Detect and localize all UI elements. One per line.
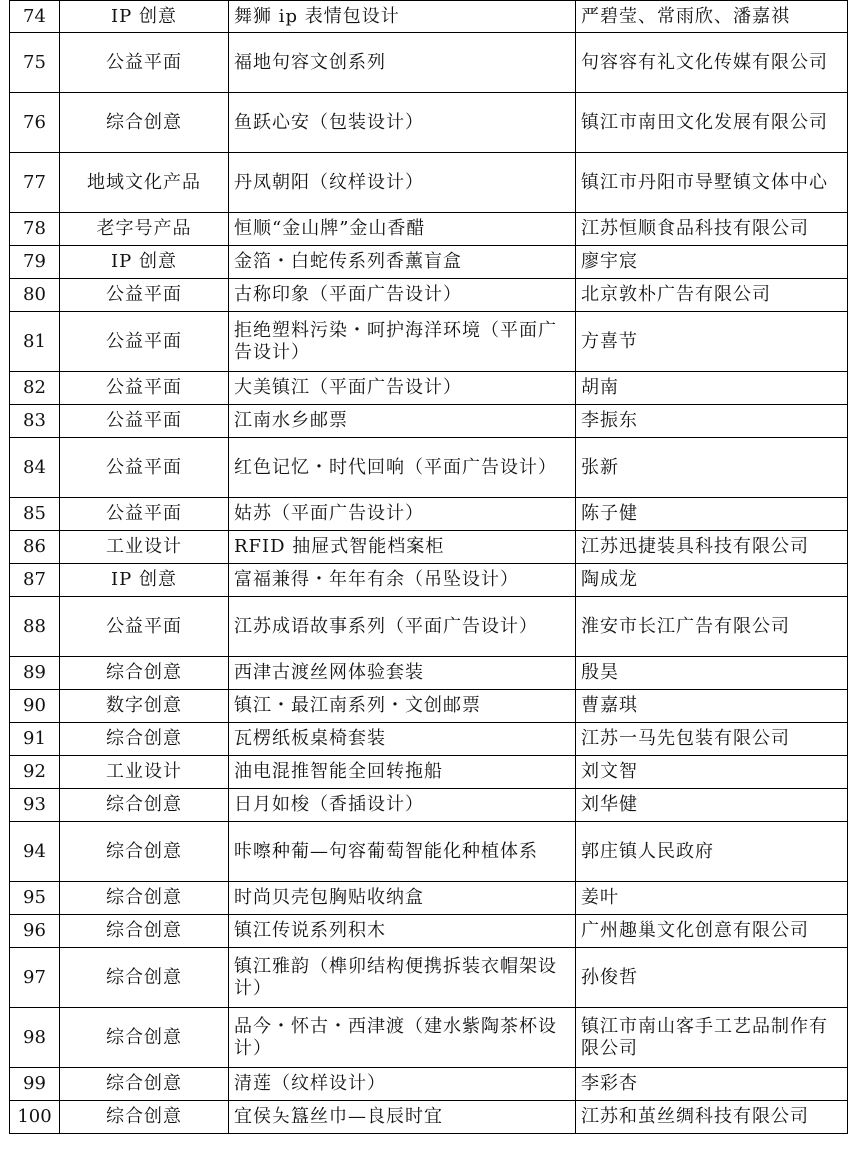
row-category: 公益平面 xyxy=(60,405,229,438)
row-organization: 胡南 xyxy=(576,372,848,405)
row-category: 综合创意 xyxy=(60,93,229,153)
row-category: 公益平面 xyxy=(60,597,229,657)
row-number: 91 xyxy=(10,723,60,756)
row-category: 老字号产品 xyxy=(60,213,229,246)
table-row xyxy=(10,564,848,597)
row-number: 87 xyxy=(10,564,60,597)
row-category: 地域文化产品 xyxy=(60,153,229,213)
table-row xyxy=(10,723,848,756)
table-row xyxy=(10,372,848,405)
table-row xyxy=(10,33,848,93)
row-category: IP 创意 xyxy=(60,1,229,33)
row-work-name: 丹凤朝阳（纹样设计） xyxy=(229,153,576,213)
table-row xyxy=(10,279,848,312)
table-row xyxy=(10,405,848,438)
table-row xyxy=(10,498,848,531)
row-organization: 江苏恒顺食品科技有限公司 xyxy=(576,213,848,246)
row-category: 工业设计 xyxy=(60,756,229,789)
row-category: 公益平面 xyxy=(60,279,229,312)
table-row xyxy=(10,1008,848,1068)
row-category: 数字创意 xyxy=(60,690,229,723)
row-work-name: 宜侯夨簋丝巾—良辰时宜 xyxy=(229,1101,576,1134)
row-category: 公益平面 xyxy=(60,498,229,531)
row-number: 81 xyxy=(10,312,60,372)
table-row xyxy=(10,948,848,1008)
row-organization: 姜叶 xyxy=(576,882,848,915)
row-work-name: 古称印象（平面广告设计） xyxy=(229,279,576,312)
row-organization: 镇江市丹阳市导墅镇文体中心 xyxy=(576,153,848,213)
row-work-name: 时尚贝壳包胸贴收纳盒 xyxy=(229,882,576,915)
table-row xyxy=(10,789,848,822)
row-number: 98 xyxy=(10,1008,60,1068)
row-work-name: 镇江传说系列积木 xyxy=(229,915,576,948)
row-category: 公益平面 xyxy=(60,372,229,405)
row-organization: 曹嘉琪 xyxy=(576,690,848,723)
table-row xyxy=(10,915,848,948)
row-category: 工业设计 xyxy=(60,531,229,564)
row-number: 92 xyxy=(10,756,60,789)
row-work-name: 江南水乡邮票 xyxy=(229,405,576,438)
row-organization: 郭庄镇人民政府 xyxy=(576,822,848,882)
row-work-name: 清莲（纹样设计） xyxy=(229,1068,576,1101)
row-work-name: 瓦楞纸板桌椅套装 xyxy=(229,723,576,756)
table-row xyxy=(10,1101,848,1134)
row-work-name: 鱼跃心安（包装设计） xyxy=(229,93,576,153)
table-row xyxy=(10,213,848,246)
row-work-name: 富福兼得・年年有余（吊坠设计） xyxy=(229,564,576,597)
row-number: 88 xyxy=(10,597,60,657)
row-work-name: 舞狮 ip 表情包设计 xyxy=(229,1,576,33)
row-number: 89 xyxy=(10,657,60,690)
row-number: 78 xyxy=(10,213,60,246)
row-work-name: 大美镇江（平面广告设计） xyxy=(229,372,576,405)
row-number: 85 xyxy=(10,498,60,531)
row-category: 综合创意 xyxy=(60,1101,229,1134)
table-row xyxy=(10,1,848,33)
table-body xyxy=(10,1,848,1134)
row-number: 80 xyxy=(10,279,60,312)
table-row xyxy=(10,882,848,915)
row-organization: 镇江市南田文化发展有限公司 xyxy=(576,93,848,153)
row-number: 99 xyxy=(10,1068,60,1101)
row-category: 综合创意 xyxy=(60,789,229,822)
row-category: 公益平面 xyxy=(60,312,229,372)
row-organization: 刘华健 xyxy=(576,789,848,822)
row-category: 公益平面 xyxy=(60,438,229,498)
row-number: 86 xyxy=(10,531,60,564)
row-number: 100 xyxy=(10,1101,60,1134)
row-organization: 江苏迅捷装具科技有限公司 xyxy=(576,531,848,564)
row-organization: 严碧莹、常雨欣、潘嘉祺 xyxy=(576,1,848,33)
row-category: 综合创意 xyxy=(60,657,229,690)
row-organization: 北京敦朴广告有限公司 xyxy=(576,279,848,312)
row-number: 95 xyxy=(10,882,60,915)
table-row xyxy=(10,822,848,882)
row-work-name: 咔嚓种葡—句容葡萄智能化种植体系 xyxy=(229,822,576,882)
row-number: 77 xyxy=(10,153,60,213)
row-organization: 方喜节 xyxy=(576,312,848,372)
table-row xyxy=(10,246,848,279)
row-work-name: 镇江・最江南系列・文创邮票 xyxy=(229,690,576,723)
row-category: 综合创意 xyxy=(60,822,229,882)
row-work-name: 福地句容文创系列 xyxy=(229,33,576,93)
row-number: 93 xyxy=(10,789,60,822)
row-number: 79 xyxy=(10,246,60,279)
row-category: 综合创意 xyxy=(60,915,229,948)
row-number: 75 xyxy=(10,33,60,93)
row-organization: 广州趣巢文化创意有限公司 xyxy=(576,915,848,948)
row-number: 74 xyxy=(10,1,60,33)
row-organization: 孙俊哲 xyxy=(576,948,848,1008)
awards-table xyxy=(9,0,848,1134)
row-work-name: 西津古渡丝网体验套装 xyxy=(229,657,576,690)
row-organization: 淮安市长江广告有限公司 xyxy=(576,597,848,657)
row-category: IP 创意 xyxy=(60,564,229,597)
row-work-name: 金箔・白蛇传系列香薰盲盒 xyxy=(229,246,576,279)
row-organization: 江苏和茧丝绸科技有限公司 xyxy=(576,1101,848,1134)
table-row xyxy=(10,690,848,723)
row-organization: 廖宇宸 xyxy=(576,246,848,279)
table-row xyxy=(10,1068,848,1101)
row-number: 83 xyxy=(10,405,60,438)
row-organization: 张新 xyxy=(576,438,848,498)
row-organization: 句容容有礼文化传媒有限公司 xyxy=(576,33,848,93)
row-work-name: 江苏成语故事系列（平面广告设计） xyxy=(229,597,576,657)
row-category: IP 创意 xyxy=(60,246,229,279)
row-organization: 刘文智 xyxy=(576,756,848,789)
row-category: 综合创意 xyxy=(60,882,229,915)
row-number: 97 xyxy=(10,948,60,1008)
row-organization: 陈子健 xyxy=(576,498,848,531)
row-work-name: RFID 抽屉式智能档案柜 xyxy=(229,531,576,564)
row-organization: 陶成龙 xyxy=(576,564,848,597)
row-number: 96 xyxy=(10,915,60,948)
row-work-name: 油电混推智能全回转拖船 xyxy=(229,756,576,789)
row-number: 90 xyxy=(10,690,60,723)
row-work-name: 镇江雅韵（榫卯结构便携拆装衣帽架设计） xyxy=(229,948,576,1008)
table-row xyxy=(10,93,848,153)
row-category: 综合创意 xyxy=(60,1008,229,1068)
row-work-name: 日月如梭（香插设计） xyxy=(229,789,576,822)
table-row xyxy=(10,756,848,789)
row-organization: 江苏一马先包装有限公司 xyxy=(576,723,848,756)
row-organization: 殷昊 xyxy=(576,657,848,690)
row-number: 82 xyxy=(10,372,60,405)
table-row xyxy=(10,312,848,372)
row-organization: 李彩杏 xyxy=(576,1068,848,1101)
row-work-name: 拒绝塑料污染・呵护海洋环境（平面广告设计） xyxy=(229,312,576,372)
row-category: 公益平面 xyxy=(60,33,229,93)
table-row xyxy=(10,531,848,564)
table-row xyxy=(10,153,848,213)
row-number: 84 xyxy=(10,438,60,498)
row-category: 综合创意 xyxy=(60,948,229,1008)
row-work-name: 姑苏（平面广告设计） xyxy=(229,498,576,531)
row-organization: 李振东 xyxy=(576,405,848,438)
table-row xyxy=(10,438,848,498)
table-row xyxy=(10,597,848,657)
row-category: 综合创意 xyxy=(60,723,229,756)
row-work-name: 红色记忆・时代回响（平面广告设计） xyxy=(229,438,576,498)
row-number: 94 xyxy=(10,822,60,882)
table-row xyxy=(10,657,848,690)
row-number: 76 xyxy=(10,93,60,153)
row-category: 综合创意 xyxy=(60,1068,229,1101)
row-work-name: 品今・怀古・西津渡（建水紫陶茶杯设计） xyxy=(229,1008,576,1068)
row-work-name: 恒顺“金山牌”金山香醋 xyxy=(229,213,576,246)
row-organization: 镇江市南山客手工艺品制作有限公司 xyxy=(576,1008,848,1068)
